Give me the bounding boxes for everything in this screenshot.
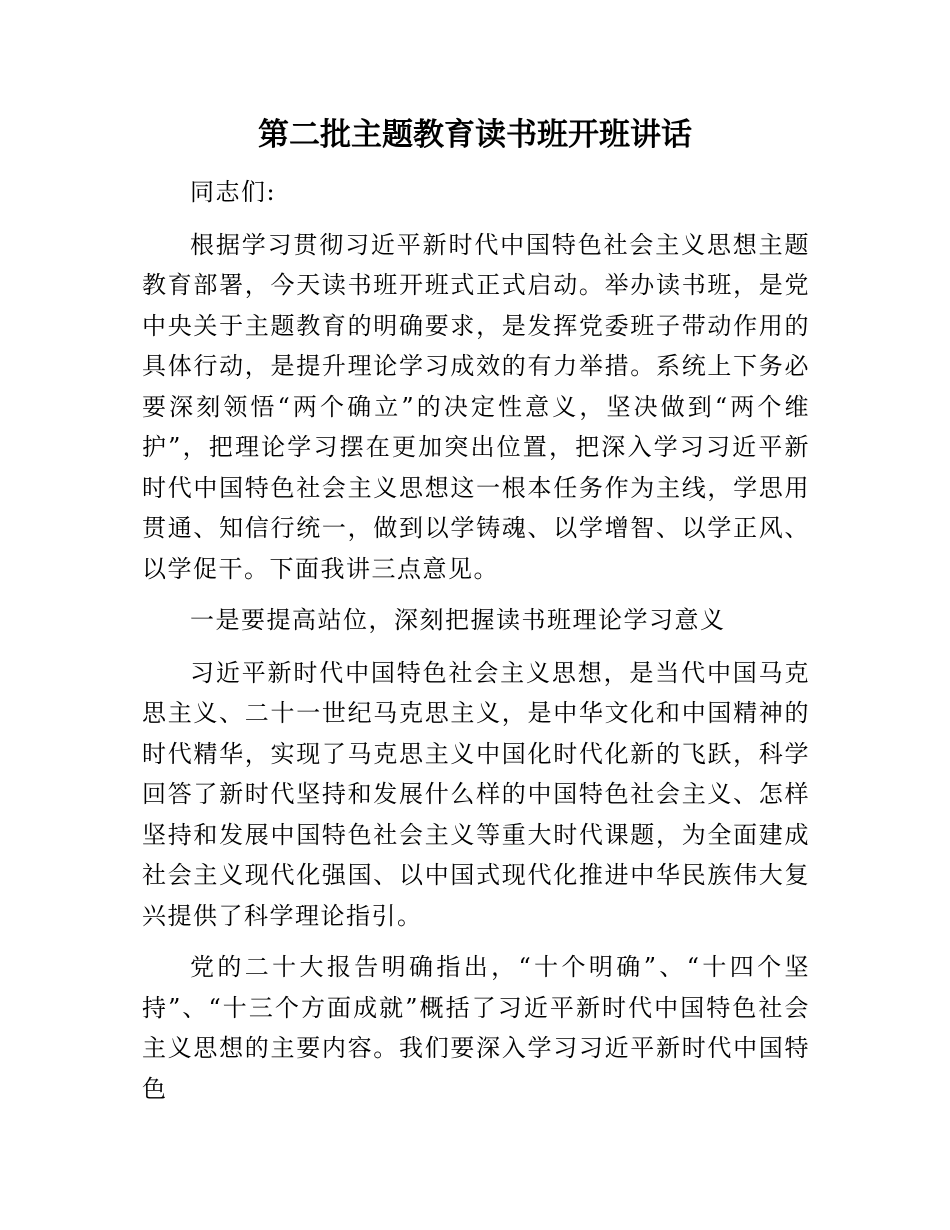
section-heading-1: 一是要提高站位，深刻把握读书班理论学习意义	[190, 606, 726, 634]
document-body	[142, 172, 810, 1120]
paragraph-report: 党的二十大报告明确指出，“十个明确”、“十四个坚持”、“十三个方面成就”概括了习近平新时代中国特色社会主义思想的主要内容。我们要深入学习习近平新时代中国特色	[142, 953, 810, 1103]
greeting: 同志们:	[190, 178, 277, 206]
paragraph-theory: 习近平新时代中国特色社会主义思想，是当代中国马克思主义、二十一世纪马克思主义，是中华文化和中国精神的时代精华，实现了马克思主义中国化时代化新的飞跃，科学回答了新时代坚持和发展什么样的中国特色社会主义、怎样坚持和发展中国特色社会主义等重大时代课题，为全面建成社会主义现代化强国、以中国式现代化推进中华民族伟大复兴提供了科学理论指引。	[142, 658, 810, 930]
paragraph-intro: 根据学习贯彻习近平新时代中国特色社会主义思想主题教育部署，今天读书班开班式正式启动。举办读书班，是党中央关于主题教育的明确要求，是发挥党委班子带动作用的具体行动，是提升理论学习成效的有力举措。系统上下务必要深刻领悟“两个确立”的决定性意义，坚决做到“两个维护”，把理论学习摆在更加突出位置，把深入学习习近平新时代中国特色社会主义思想这一根本任务作为主线，学思用贯通、知信行统一，做到以学铸魂、以学增智、以学正风、以学促干。下面我讲三点意见。	[142, 230, 810, 583]
document-title: 第二批主题教育读书班开班讲话	[258, 117, 692, 153]
